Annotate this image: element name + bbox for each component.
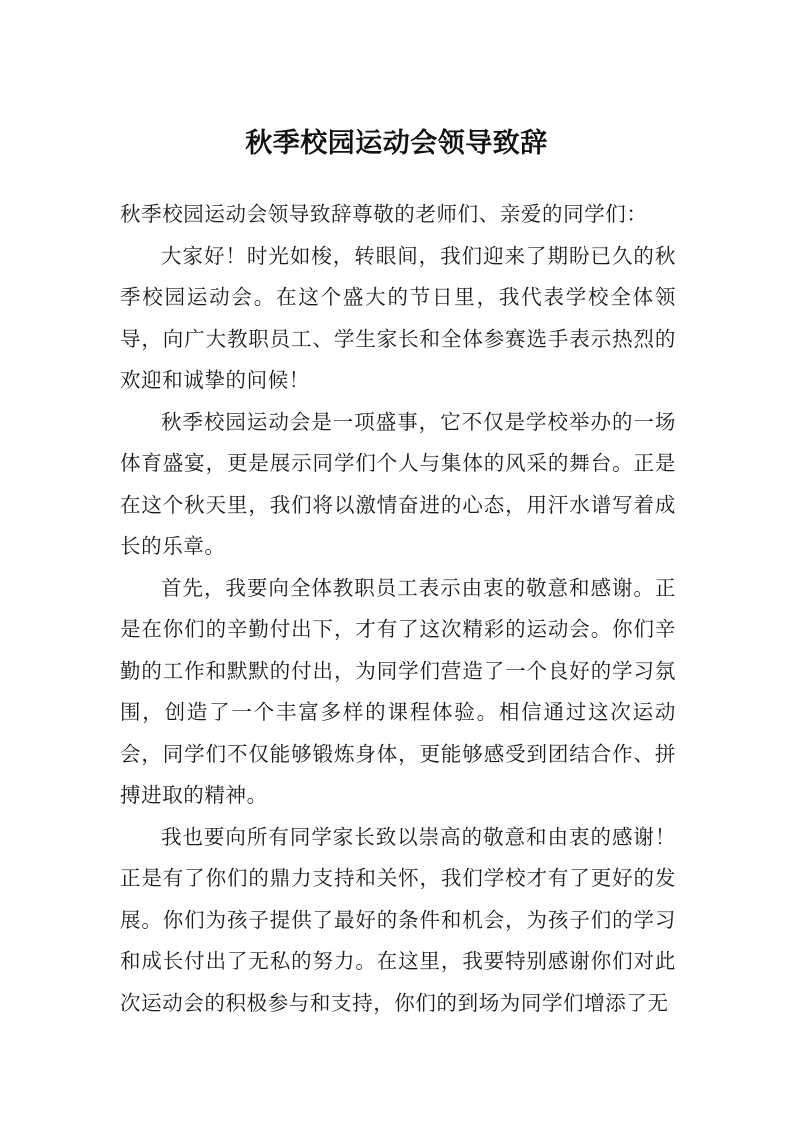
salutation-line: 秋季校园运动会领导致辞尊敬的老师们、亲爱的同学们： <box>120 202 648 226</box>
paragraph-greeting: 大家好！时光如梭，转眼间，我们迎来了期盼已久的秋季校园运动会。在这个盛大的节日里，我代表学校全体领导，向广大教职员工、学生家长和全体参赛选手表示热烈的欢迎和诚挚的问候！ <box>120 243 676 392</box>
paragraph-event-significance: 秋季校园运动会是一项盛事，它不仅是学校举办的一场体育盛宴，更是展示同学们个人与集体的风采的舞台。正是在这个秋天里，我们将以激情奋进的心态，用汗水谱写着成长的乐章。 <box>120 409 676 558</box>
paragraph-thanks-parents: 我也要向所有同学家长致以崇高的敬意和由衷的感谢！正是有了你们的鼎力支持和关怀，我们学校才有了更好的发展。你们为孩子提供了最好的条件和机会，为孩子们的学习和成长付出了无私的努力。在这里，我要特别感谢你们对此次运动会的积极参与和支持，你们的到场为同学们增添了无 <box>120 824 676 1015</box>
document-title: 秋季校园运动会领导致辞 <box>245 128 548 159</box>
document-body <box>120 194 676 1024</box>
paragraph-thanks-staff: 首先，我要向全体教职员工表示由衷的敬意和感谢。正是在你们的辛勤付出下，才有了这次精彩的运动会。你们辛勤的工作和默默的付出，为同学们营造了一个良好的学习氛围，创造了一个丰富多样的课程体验。相信通过这次运动会，同学们不仅能够锻炼身体，更能够感受到团结合作、拼搏进取的精神。 <box>120 575 676 807</box>
